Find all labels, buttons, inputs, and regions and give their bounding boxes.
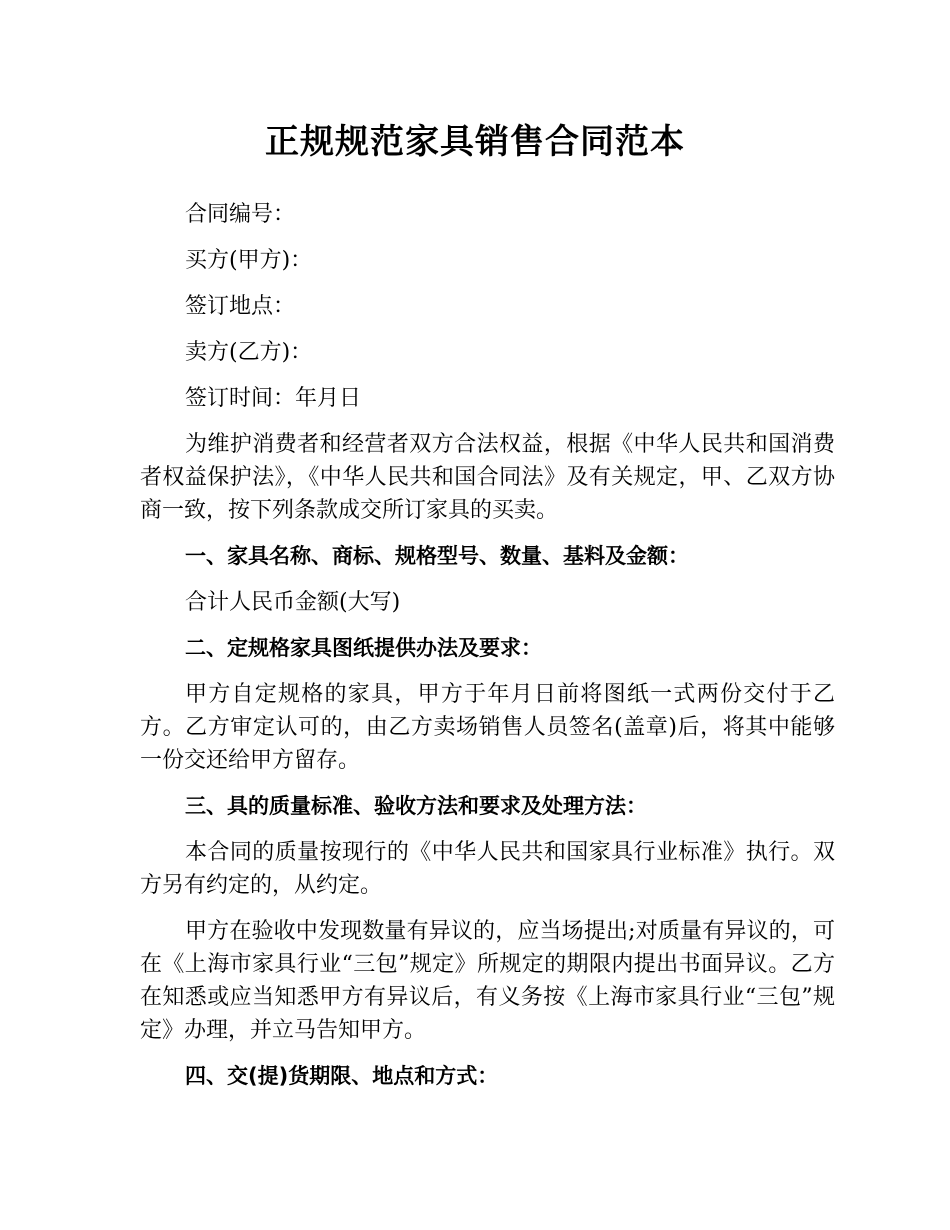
section-3-text-2: 甲方在验收中发现数量有异议的，应当场提出;对质量有异议的，可在《上海市家具行业“三包”规定》所规定的期限内提出书面异议。乙方在知悉或应当知悉甲方有异议后，有义务按《上海市家具行业“三包”规定》办理，并立马告知甲方。 bbox=[140, 919, 835, 1043]
intro-paragraph: 为维护消费者和经营者双方合法权益，根据《中华人民共和国消费者权益保护法》，《中华人民共和国合同法》及有关规定，甲、乙双方协商一致，按下列条款成交所订家具的买卖。 bbox=[140, 432, 835, 523]
section-1-heading: 一、家具名称、商标、规格型号、数量、基料及金额： bbox=[185, 544, 689, 568]
buyer-field: 买方(甲方)： bbox=[185, 248, 313, 273]
section-3-heading: 三、具的质量标准、验收方法和要求及处理方法： bbox=[185, 794, 647, 818]
section-2-heading: 二、定规格家具图纸提供办法及要求： bbox=[185, 636, 542, 660]
section-3-text-1: 本合同的质量按现行的《中华人民共和国家具行业标准》执行。双方另有约定的，从约定。 bbox=[140, 840, 835, 898]
document-title: 正规规范家具销售合同范本 bbox=[265, 122, 685, 162]
section-2-text: 甲方自定规格的家具，甲方于年月日前将图纸一式两份交付于乙方。乙方审定认可的，由乙方卖场销售人员签名(盖章)后，将其中能够一份交还给甲方留存。 bbox=[140, 682, 835, 773]
signing-date-field: 签订时间：年月日 bbox=[185, 386, 362, 411]
document-body bbox=[140, 198, 835, 1106]
section-1-text: 合计人民币金额(大写) bbox=[185, 590, 401, 615]
signing-location-field: 签订地点： bbox=[185, 294, 296, 319]
seller-field: 卖方(乙方)： bbox=[185, 340, 313, 365]
section-4-heading: 四、交(提)货期限、地点和方式： bbox=[185, 1064, 499, 1088]
contract-number-field: 合同编号： bbox=[185, 202, 296, 227]
